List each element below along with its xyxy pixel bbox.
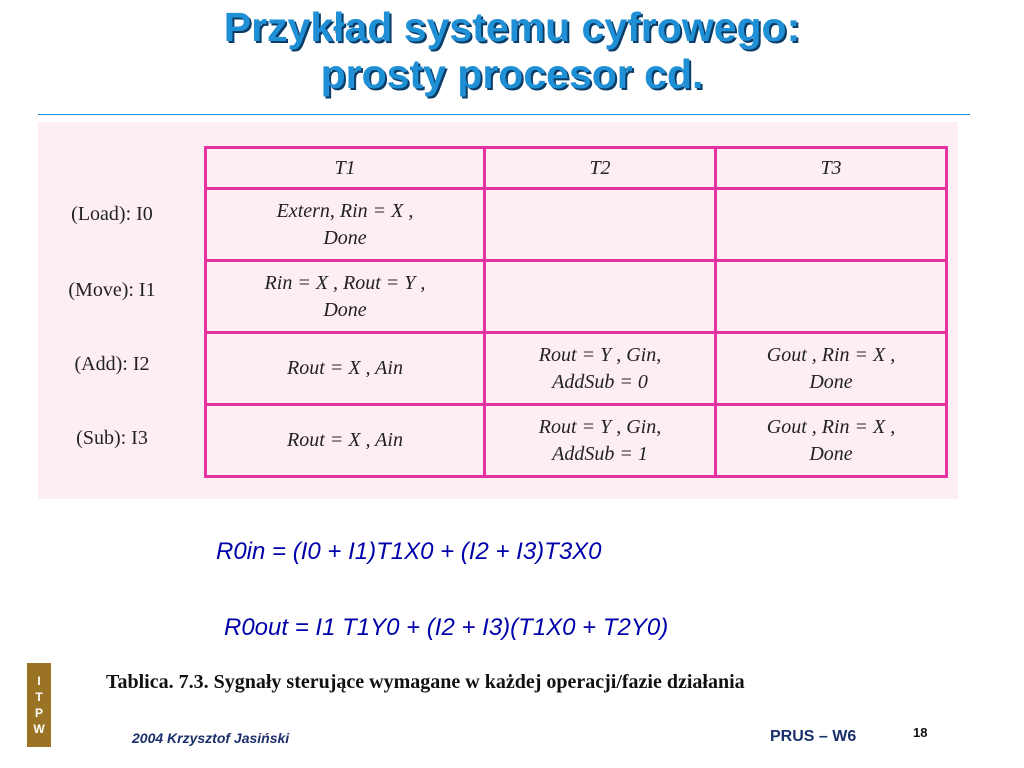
row-label-move: (Move): I1 [68, 279, 156, 301]
logo-letter-p: P [34, 706, 43, 720]
cell-load-t3 [716, 189, 947, 261]
cell-load-t2 [485, 189, 716, 261]
cell-load-t1: Extern, Rin = X , Done [206, 189, 485, 261]
row-label-sub: (Sub): I3 [76, 427, 148, 449]
table-row-add [206, 333, 947, 405]
table-row-sub [206, 405, 947, 477]
table-row-move [206, 261, 947, 333]
cell-sub-t3: Gout , Rin = X , Done [716, 405, 947, 477]
footer-author: 2004 Krzysztof Jasiński [132, 730, 290, 746]
column-header-t1: T1 [206, 148, 485, 189]
footer-course: PRUS – W6 [770, 728, 857, 745]
title-divider [38, 114, 970, 115]
title-line-2: prosty procesor cd. [320, 51, 704, 97]
row-label-add: (Add): I2 [74, 353, 150, 375]
cell-sub-t2: Rout = Y , Gin, AddSub = 1 [485, 405, 716, 477]
column-header-t3: T3 [716, 148, 947, 189]
itpw-logo [27, 663, 51, 747]
logo-letter-i: I [37, 674, 41, 688]
row-label-load: (Load): I0 [71, 203, 153, 225]
cell-sub-t1: Rout = X , Ain [206, 405, 485, 477]
table-header-row [206, 148, 947, 189]
column-header-t2: T2 [485, 148, 716, 189]
control-signals-table [204, 146, 948, 478]
cell-add-t2: Rout = Y , Gin, AddSub = 0 [485, 333, 716, 405]
cell-move-t2 [485, 261, 716, 333]
table-row-load [206, 189, 947, 261]
cell-add-t3: Gout , Rin = X , Done [716, 333, 947, 405]
logo-letter-w: W [33, 722, 45, 736]
page-number: 18 [913, 725, 928, 740]
equation-r0-out: R0out = I1 T1Y0 + (I2 + I3)(T1X0 + T2Y0) [224, 614, 669, 641]
logo-letter-t: T [35, 690, 43, 704]
cell-move-t1: Rin = X , Rout = Y , Done [206, 261, 485, 333]
table-caption: Tablica. 7.3. Sygnały sterujące wymagane w każdej operacji/fazie działania [106, 671, 745, 693]
cell-add-t1: Rout = X , Ain [206, 333, 485, 405]
slide-title [0, 4, 1024, 98]
cell-move-t3 [716, 261, 947, 333]
equation-r0-in: R0in = (I0 + I1)T1X0 + (I2 + I3)T3X0 [216, 538, 602, 565]
title-line-1: Przykład systemu cyfrowego: [223, 4, 801, 50]
